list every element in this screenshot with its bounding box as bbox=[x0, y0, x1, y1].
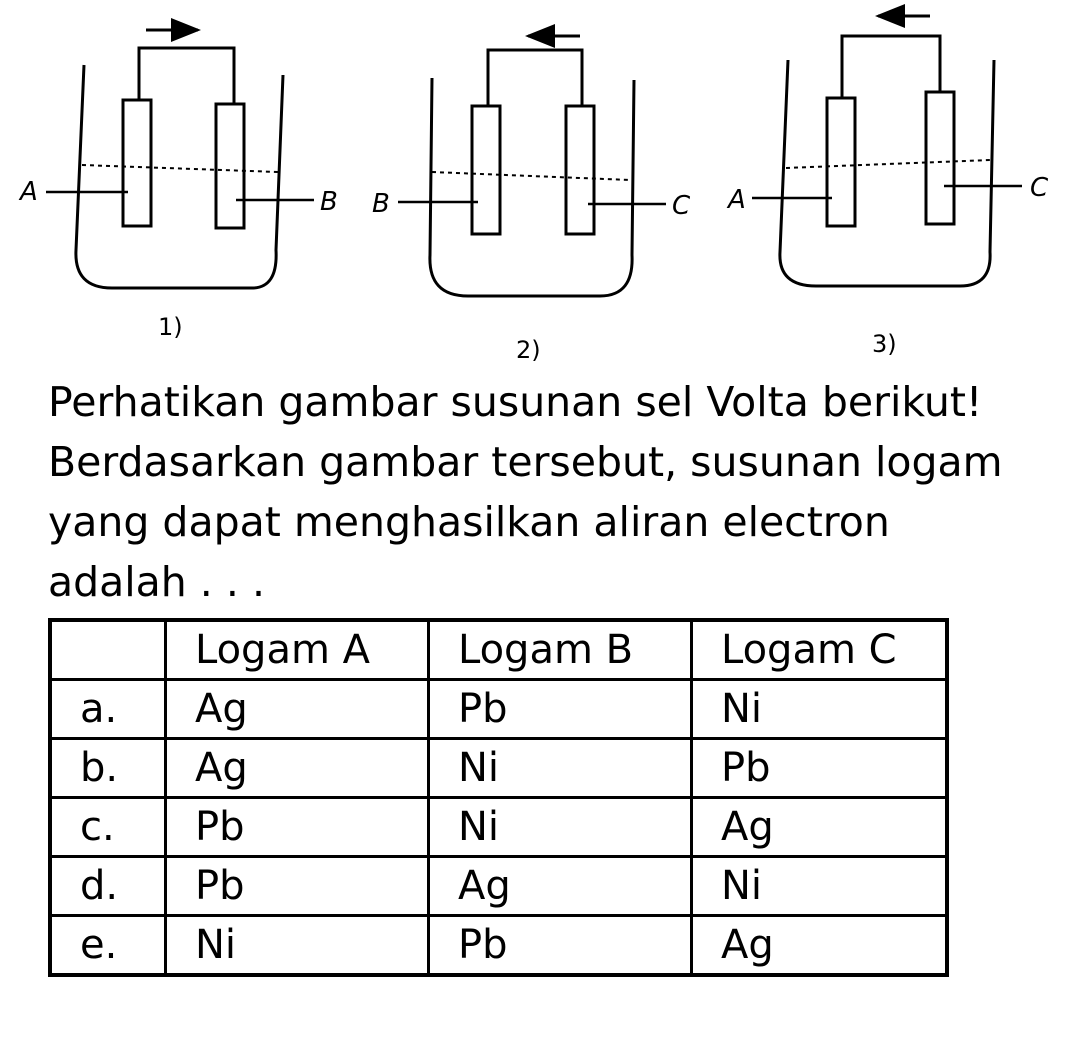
table-cell: Pb bbox=[429, 680, 692, 739]
solution-level bbox=[82, 165, 278, 172]
header-cell: Logam C bbox=[692, 620, 948, 680]
table-row bbox=[50, 798, 947, 857]
electrode-right bbox=[926, 92, 954, 224]
electrode-label-left: B bbox=[372, 189, 390, 219]
wire bbox=[842, 36, 940, 98]
volta-cell-3 bbox=[726, 16, 1049, 358]
table-cell: Ag bbox=[166, 680, 429, 739]
volta-cell-2 bbox=[372, 36, 691, 364]
electrode-right bbox=[566, 106, 594, 234]
table-cell: Pb bbox=[692, 739, 948, 798]
question-text bbox=[48, 372, 1058, 612]
wire bbox=[488, 50, 582, 106]
answer-options-table bbox=[48, 618, 949, 977]
header-cell: Logam B bbox=[429, 620, 692, 680]
table-cell: Ag bbox=[166, 739, 429, 798]
cell-number: 1) bbox=[158, 313, 183, 341]
table-header-row bbox=[50, 620, 947, 680]
beaker bbox=[76, 65, 283, 288]
electrode-left bbox=[827, 98, 855, 226]
electrode-label-right: C bbox=[672, 191, 691, 221]
electrode-label-right: C bbox=[1030, 173, 1049, 203]
beaker bbox=[430, 78, 634, 296]
table-cell: Ni bbox=[692, 680, 948, 739]
option-letter: d. bbox=[50, 857, 166, 916]
header-cell bbox=[50, 620, 166, 680]
table-row bbox=[50, 680, 947, 739]
option-letter: c. bbox=[50, 798, 166, 857]
table-cell: Ag bbox=[692, 798, 948, 857]
table-cell: Pb bbox=[429, 916, 692, 976]
volta-cells-diagram bbox=[0, 0, 1088, 370]
table-row bbox=[50, 739, 947, 798]
table-cell: Ag bbox=[692, 916, 948, 976]
question-line: Berdasarkan gambar tersebut, susunan logam bbox=[48, 438, 1003, 486]
option-letter: a. bbox=[50, 680, 166, 739]
beaker bbox=[780, 60, 994, 286]
header-cell: Logam A bbox=[166, 620, 429, 680]
electrode-label-right: B bbox=[320, 187, 338, 217]
solution-level bbox=[786, 160, 990, 168]
option-letter: e. bbox=[50, 916, 166, 976]
table-cell: Pb bbox=[166, 798, 429, 857]
wire bbox=[139, 48, 234, 104]
electrode-left bbox=[123, 100, 151, 226]
question-line: yang dapat menghasilkan aliran electron bbox=[48, 498, 890, 546]
table-cell: Ni bbox=[166, 916, 429, 976]
table-cell: Ni bbox=[429, 798, 692, 857]
question-line: Perhatikan gambar susunan sel Volta berikut! bbox=[48, 378, 983, 426]
cell-number: 3) bbox=[872, 330, 897, 358]
solution-level bbox=[432, 172, 630, 180]
option-letter: b. bbox=[50, 739, 166, 798]
table-cell: Ni bbox=[429, 739, 692, 798]
cell-number: 2) bbox=[516, 336, 541, 364]
table-cell: Pb bbox=[166, 857, 429, 916]
table-row bbox=[50, 916, 947, 976]
electrode-right bbox=[216, 104, 244, 228]
volta-cell-1 bbox=[18, 30, 338, 341]
electrode-label-left: A bbox=[728, 185, 746, 215]
question-line: adalah . . . bbox=[48, 558, 265, 606]
table-cell: Ag bbox=[429, 857, 692, 916]
electrode-label-left: A bbox=[20, 177, 38, 207]
electrode-left bbox=[472, 106, 500, 234]
table-cell: Ni bbox=[692, 857, 948, 916]
table-row bbox=[50, 857, 947, 916]
